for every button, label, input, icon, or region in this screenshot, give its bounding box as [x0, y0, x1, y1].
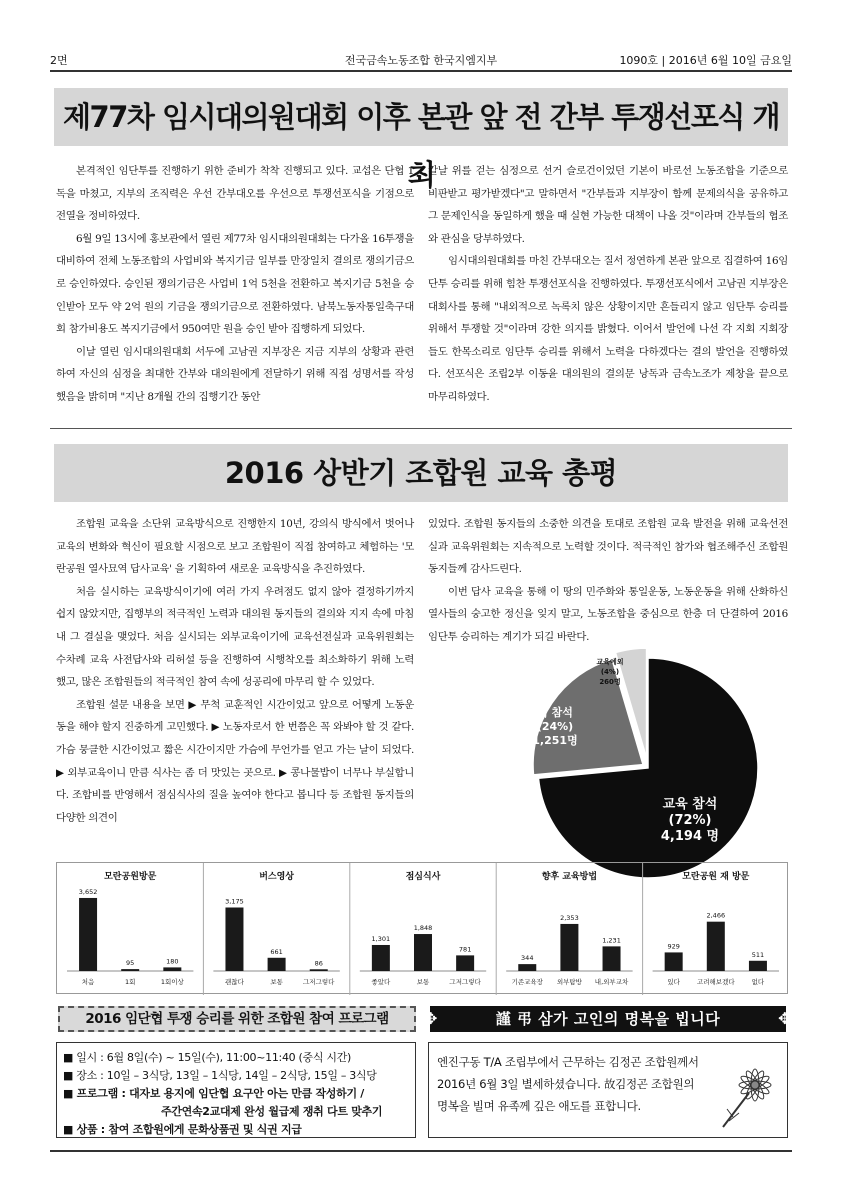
- issue-date: 1090호 | 2016년 6월 10일 금요일: [619, 54, 792, 67]
- paragraph: 본격적인 임단투를 진행하기 위한 준비가 착착 진행되고 있다. 교섭은 단협 1독을 마쳤고, 지부의 조직력은 우선 간부대오를 우선으로 투쟁선포식을 기점으로 전열을 정비하였다.: [56, 165, 414, 223]
- survey-bars-svg: [57, 863, 789, 995]
- condolence-text: 엔진구동 T/A 조립부에서 근무하는 김정곤 조합원께서 2016년 6월 3일 별세하셨습니다. 故김정곤 조합원의 명복을 빌며 유족께 깊은 애도를 표합니다.: [437, 1055, 699, 1113]
- bar-category-label: 그저그렇다: [303, 978, 335, 986]
- page-number: 2면: [50, 54, 68, 67]
- paragraph: 이날 열린 임시대의원대회 서두에 고남권 지부장은 지금 지부의 상황과 관련하여 자신의 심정을 최대한 간부와 대의원에게 전달하기 위해 직접 성명서를 작성했음을 밝히며 "지난 8개월 간의 집행기간 동안: [56, 345, 414, 403]
- condolence-box: [428, 1042, 788, 1138]
- bar-value-label: 1,301: [371, 934, 391, 943]
- article1-col1: [56, 160, 414, 409]
- bar-value-label: 661: [270, 947, 283, 956]
- bar-category-label: 기존교육장: [511, 978, 543, 986]
- pie-label: 260명: [599, 678, 621, 686]
- bar-chart-title: 버스영상: [259, 872, 294, 882]
- attendance-pie-chart: [500, 640, 790, 880]
- bar-category-label: 괜찮다: [225, 978, 244, 986]
- bar-chart-title: 점심식사: [405, 872, 441, 882]
- bar: [79, 898, 97, 971]
- article1-title: 제77차 임시대의원대회 이후 본관 앞 전 간부 투쟁선포식 개최: [54, 88, 788, 146]
- pie-label: (72%): [668, 813, 712, 828]
- bar-value-label: 1,231: [602, 936, 621, 945]
- pie-label: 교육예외: [596, 658, 624, 666]
- bar-value-label: 3,652: [78, 887, 98, 896]
- bar-value-label: 929: [667, 942, 680, 951]
- paragraph: 있었다. 조합원 동지들의 소중한 의견을 토대로 조합원 교육 발전을 위해 교육선전실과 교육위원회는 지속적으로 노력할 것이다. 적극적인 참가와 협조해주신 조합원 동지들께 감사드린다.: [428, 518, 788, 576]
- program-date: ■ 일시 : 6월 8일(수) ~ 15일(수), 11:00~11:40 (중식 시간): [63, 1051, 352, 1064]
- bar: [560, 924, 578, 971]
- pie-label: 교육 참석: [662, 797, 718, 812]
- paragraph: 칼날 위를 걷는 심정으로 선거 슬로건이었던 기본이 바로선 노동조합을 기준으로 비판받고 평가받겠다"고 말하면서 "간부들과 지부장이 함께 문제의식을 공유하고 그 문제인식을 동일하게 했을 때 실현 가능한 대책이 나올 것"이라며 간부들의 협조와 관심을 당부하였다.: [428, 165, 788, 245]
- bar-value-label: 2,353: [560, 913, 579, 922]
- bar-category-label: 처음: [81, 978, 95, 986]
- bar-value-label: 2,466: [706, 911, 726, 920]
- bar-category-label: 고려해보겠다: [696, 978, 735, 986]
- condolence-title: [424, 1006, 792, 1032]
- paragraph: 6월 9일 13시에 홍보관에서 열린 제77차 임시대의원대회는 다가올 16투쟁을 대비하여 전체 노동조합의 사업비와 복지기금 일부를 만장일치 결의로 쟁의기금으로 승인하였다. 승인된 쟁의기금은 사업비 1억 5천을 전환하고 복지기금 5천을 승인받아 모두 약 2억 원의 기금을 쟁의기금으로 전환하였다. 남북노동자통일축구대회 참가비용도 복지기금에서 950여만 원을 승인 받아 집행하게 되었다.: [56, 232, 414, 336]
- bar: [121, 969, 139, 971]
- bar-value-label: 344: [521, 954, 534, 963]
- article2-title: 2016 상반기 조합원 교육 총평: [54, 444, 788, 502]
- bar-value-label: 86: [314, 959, 323, 968]
- bar-category-label: 보통: [270, 978, 283, 986]
- bar-chart-title: 향후 교육방법: [541, 872, 598, 882]
- bar: [603, 946, 621, 971]
- bar-category-label: 1회: [124, 978, 136, 986]
- bar: [225, 908, 243, 972]
- bar: [414, 934, 432, 971]
- bar: [163, 967, 181, 971]
- header-rule: [50, 70, 792, 72]
- article2-col1: [56, 513, 414, 829]
- survey-bar-charts: [56, 862, 788, 994]
- bar: [518, 964, 536, 971]
- bar: [268, 958, 286, 971]
- program-title: 2016 임단협 투쟁 승리를 위한 조합원 참여 프로그램: [58, 1006, 416, 1032]
- article1-col2: [428, 160, 788, 409]
- bar-value-label: 1,848: [413, 924, 433, 933]
- bar: [372, 945, 390, 971]
- bar: [310, 969, 328, 971]
- ornament-icon: ✥: [778, 1009, 792, 1028]
- program-prize: ■ 상품 : 참여 조합원에게 문화상품권 및 식권 지급: [63, 1123, 302, 1136]
- chrysanthemum-icon: [709, 1061, 781, 1133]
- program-place: ■ 장소 : 10일 – 3식당, 13일 – 1식당, 14일 – 2식당, 15일 – 3식당: [63, 1069, 377, 1082]
- bar-value-label: 511: [751, 950, 765, 959]
- pie-label: 1,251명: [532, 734, 578, 747]
- bar-category-label: 그저그렇다: [449, 978, 481, 986]
- bar-chart-title: 모란공원방문: [104, 872, 157, 882]
- paragraph: 임시대의원대회를 마친 간부대오는 질서 정연하게 본관 앞으로 집결하여 16임단투 승리를 위해 힘찬 투쟁선포식을 진행하였다. 투쟁선포식에서 고남권 지부장은 대회사를 통해 "내외적으로 녹록치 않은 상황이지만 흔들리지 않고 임단투 승리를 위해서 투쟁할 것"이라며 강한 의지를 밝혔다. 이어서 발언에 나선 각 지회 지회장들도 한목소리로 임단투 승리를 위해서 노력을 다하겠다는 결의 발언을 진행하였다. 선포식은 조립2부 이동윤 대의원의 결의문 낭독과 금속노조가 제창을 끝으로 마무리하였다.: [428, 255, 788, 403]
- footer-rule: [50, 1150, 792, 1152]
- article2-col2: [428, 513, 788, 649]
- pie-label: 4,194 명: [660, 829, 720, 844]
- page-header: [50, 52, 792, 70]
- paragraph: 이번 답사 교육을 통해 이 땅의 민주화와 통일운동, 노동운동을 위해 산화하신 열사들의 숭고한 정신을 잊지 말고, 노동조합을 중심으로 한층 더 단결하여 2016 임단투 승리하는 계기가 되길 바란다.: [428, 585, 788, 643]
- condolence-title-text: 謹 弔 삼가 고인의 명복을 빕니다: [495, 1010, 721, 1028]
- ornament-icon: ✥: [424, 1009, 438, 1028]
- bar-value-label: 3,175: [225, 897, 244, 906]
- paragraph: 처음 실시하는 교육방식이기에 여러 가지 우려점도 없지 않아 결정하기까지 쉽지 않았지만, 집행부의 적극적인 노력과 대의원 동지들의 결의와 지지 속에 마침내 그 결실을 맺었다. 처음 실시되는 외부교육이기에 교육선전실과 교육위원회는 수차례 교육 사전답사와 리허설 등을 진행하여 시행착오를 최소화하기 위해 노력했고, 많은 조합원들의 적극적인 참여 속에 성공리에 마무리 할 수 있었다.: [56, 585, 414, 689]
- bar-category-label: 보통: [416, 978, 430, 986]
- pie-label: (24%): [536, 720, 574, 733]
- bar-category-label: 좋았다: [371, 978, 391, 986]
- program-activity-2: 주간연속2교대제 완성 월급제 쟁취 다트 맞추기: [161, 1105, 383, 1118]
- bar: [707, 922, 725, 971]
- bar: [749, 961, 767, 971]
- bar-category-label: 없다: [751, 978, 765, 986]
- section-divider: [50, 428, 792, 429]
- bar-category-label: 내,외부교차: [594, 978, 629, 986]
- bar-value-label: 781: [458, 945, 472, 954]
- pie-label: (4%): [600, 668, 620, 676]
- bar-chart-title: 모란공원 재 방문: [682, 872, 750, 882]
- bar-category-label: 외부탐방: [556, 978, 582, 986]
- paragraph: 조합원 설문 내용을 보면 ▶ 무척 교훈적인 시간이었고 앞으로 어떻게 노동운동을 해야 할지 진중하게 고민했다. ▶ 노동자로서 한 번쯤은 꼭 와봐야 할 것 같다. 가슴 뭉클한 시간이었고 짧은 시간이지만 가슴에 무언가를 얻고 가는 날이 되었다. ▶ 외부교육이니 만큼 식사는 좀 더 맛있는 곳으로. ▶ 콩나물밥이 너무나 부실합니다. 조합비를 반영해서 점심식사의 질을 높여야 한다고 봅니다 등 조합원 동지들의 다양한 의견이: [56, 698, 414, 824]
- pie-label: 미 참석: [537, 706, 573, 719]
- bar: [456, 955, 474, 971]
- bar-value-label: 180: [166, 957, 179, 966]
- program-box: [56, 1042, 416, 1138]
- organization-name: 전국금속노동조합 한국지엠지부: [344, 54, 498, 67]
- program-activity: ■ 프로그램 : 대자보 용지에 임단협 요구안 아는 만큼 작성하기 /: [63, 1087, 365, 1100]
- bar-category-label: 1회이상: [160, 978, 184, 986]
- bar-value-label: 95: [126, 959, 135, 968]
- bar: [665, 952, 683, 971]
- paragraph: 조합원 교육을 소단위 교육방식으로 진행한지 10년, 강의식 방식에서 벗어나 교육의 변화와 혁신이 필요할 시점으로 보고 조합원이 직접 참여하고 체험하는 '모란공원 열사묘역 답사교육' 을 기획하여 새로운 교육방식을 추진하였다.: [56, 518, 414, 576]
- bar-category-label: 있다: [667, 978, 680, 986]
